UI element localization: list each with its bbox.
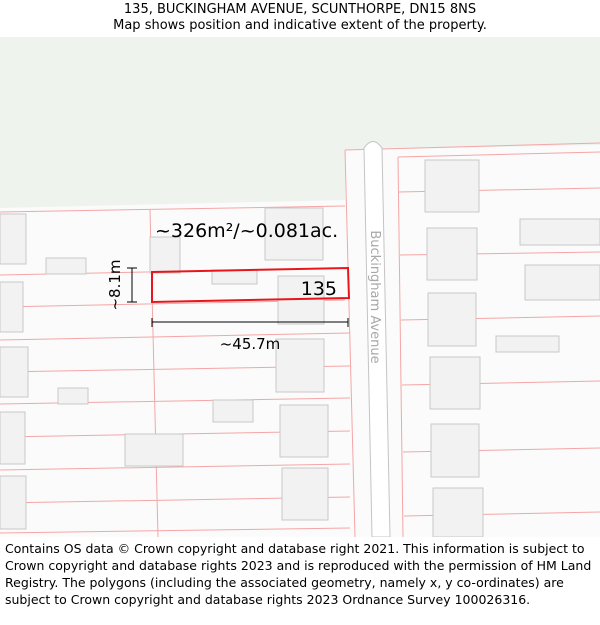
map-header bbox=[0, 0, 600, 37]
plot-number-label: 135 bbox=[300, 278, 337, 300]
width-label: ~45.7m bbox=[219, 335, 281, 353]
street-name-label: Buckingham Avenue bbox=[367, 230, 382, 364]
property-address: 135, BUCKINGHAM AVENUE, SCUNTHORPE, DN15 8NS bbox=[123, 2, 477, 17]
map-subtitle: Map shows position and indicative extent of the property. bbox=[113, 18, 487, 33]
height-label: ~8.1m bbox=[106, 259, 124, 311]
property-map[interactable] bbox=[0, 37, 600, 537]
attribution-footer: Contains OS data © Crown copyright and database right 2021. This information is subject to Crown copyright and database rights 2023 and is reproduced with the permission of HM Land Registry. The polygons (including the associated geometry, namely x, y co-ordinates) are subject to Crown copyright and database rights 2023 Ordnance Survey 100026316. bbox=[5, 541, 592, 607]
area-label: ~326m²/~0.081ac. bbox=[155, 220, 339, 242]
